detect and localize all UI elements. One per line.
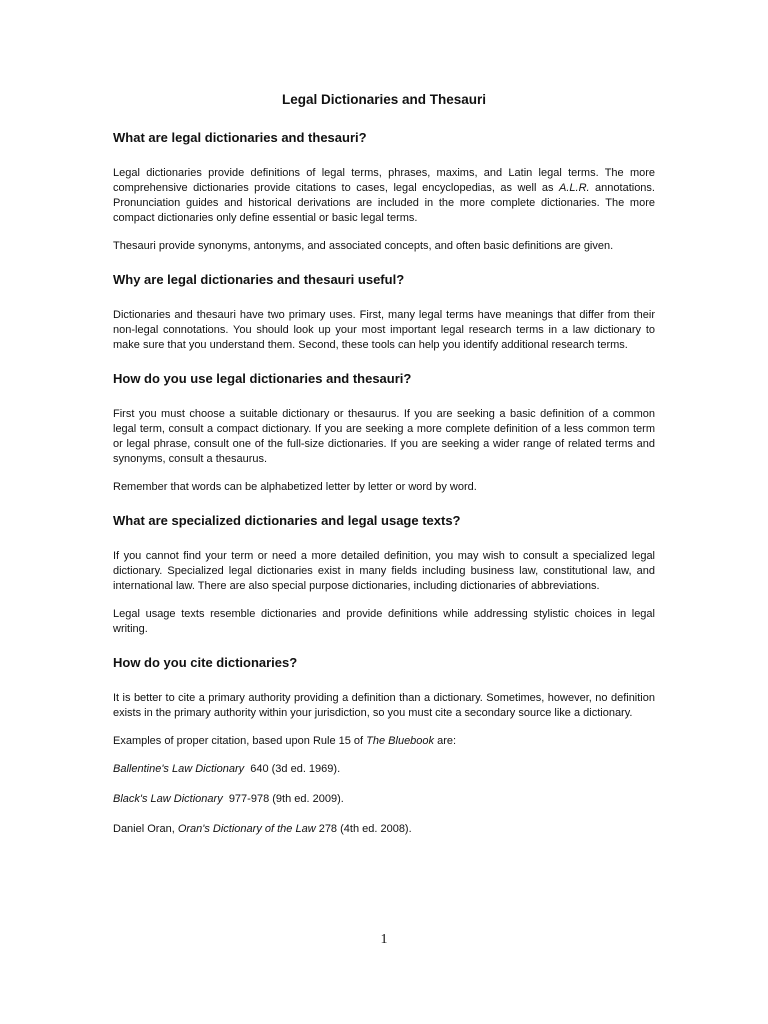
section-paragraph: First you must choose a suitable dictionary or thesaurus. If you are seeking a basic definition of a common legal term, consult a compact dictionary. If you are seeking a more complete definition of a less common term or legal phrase, consult one of the full-size dictionaries. If you are seeking a wider range of related terms and synonyms, consult a thesaurus. xyxy=(113,408,655,465)
citation-blacks xyxy=(113,792,655,807)
text-run: Legal dictionaries provide definitions of legal terms, phrases, maxims, and Latin legal terms. The more comprehensive dictionaries provide citations to cases, legal encyclopedias, as well as xyxy=(113,167,655,194)
text-run: 977-978 (9th ed. 2009). xyxy=(222,793,344,805)
document-title: Legal Dictionaries and Thesauri xyxy=(281,92,487,107)
section-paragraph: Thesauri provide synonyms, antonyms, and associated concepts, and often basic definitions are given. xyxy=(113,240,614,252)
section-heading: What are legal dictionaries and thesauri? xyxy=(113,130,367,145)
text-run: are: xyxy=(434,735,457,747)
italic-text: Ballentine's Law Dictionary xyxy=(113,763,245,775)
section-paragraph: If you cannot find your term or need a more detailed definition, you may wish to consult a specialized legal dictionary. Specialized legal dictionaries exist in many fields including business law, constitutional law, and international law. There are also special purpose dictionaries, including dictionaries of abbreviations. xyxy=(113,550,655,592)
section-heading: How do you cite dictionaries? xyxy=(113,655,298,670)
section-paragraph: Dictionaries and thesauri have two primary uses. First, many legal terms have meanings that differ from their non-legal connotations. You should look up your most important legal research terms in a law dictionary to make sure that you understand them. Second, these tools can help you identify additional research terms. xyxy=(113,309,655,351)
section-heading: How do you use legal dictionaries and thesauri? xyxy=(113,371,412,386)
section-why-useful xyxy=(113,272,655,353)
text-run: 640 (3d ed. 1969). xyxy=(244,763,341,775)
section-paragraph xyxy=(113,166,655,226)
text-run: 278 (4th ed. 2008). xyxy=(315,823,412,835)
italic-text: The Bluebook xyxy=(366,735,435,747)
text-run: annotations. Pronunciation guides and historical derivations are included in the more complete dictionaries. The more compact dictionaries only define essential or basic legal terms. xyxy=(113,182,655,224)
section-heading: What are specialized dictionaries and legal usage texts? xyxy=(113,513,461,528)
text-run: Examples of proper citation, based upon Rule 15 of xyxy=(113,735,367,747)
citation-oran xyxy=(113,822,655,837)
section-heading: Why are legal dictionaries and thesauri useful? xyxy=(113,272,405,287)
section-specialized xyxy=(113,513,655,637)
citation-ballentine xyxy=(113,762,655,777)
page-number: 1 xyxy=(380,932,388,947)
section-paragraph xyxy=(113,734,655,749)
italic-text: Black's Law Dictionary xyxy=(113,793,223,805)
text-run: Daniel Oran, xyxy=(113,823,178,835)
section-paragraph: Remember that words can be alphabetized letter by letter or word by word. xyxy=(113,481,477,493)
italic-text: Oran's Dictionary of the Law xyxy=(177,823,316,835)
section-what-are xyxy=(113,130,655,254)
section-paragraph: It is better to cite a primary authority providing a definition than a dictionary. Sometimes, however, no definition exists in the primary authority within your jurisdiction, so you must cite a secondary source like a dictionary. xyxy=(113,692,655,719)
italic-text: A.L.R. xyxy=(559,182,590,194)
section-paragraph: Legal usage texts resemble dictionaries and provide definitions while addressing stylistic choices in legal writing. xyxy=(113,608,655,635)
section-how-use xyxy=(113,371,655,495)
section-cite xyxy=(113,655,655,837)
document-body xyxy=(113,130,655,852)
